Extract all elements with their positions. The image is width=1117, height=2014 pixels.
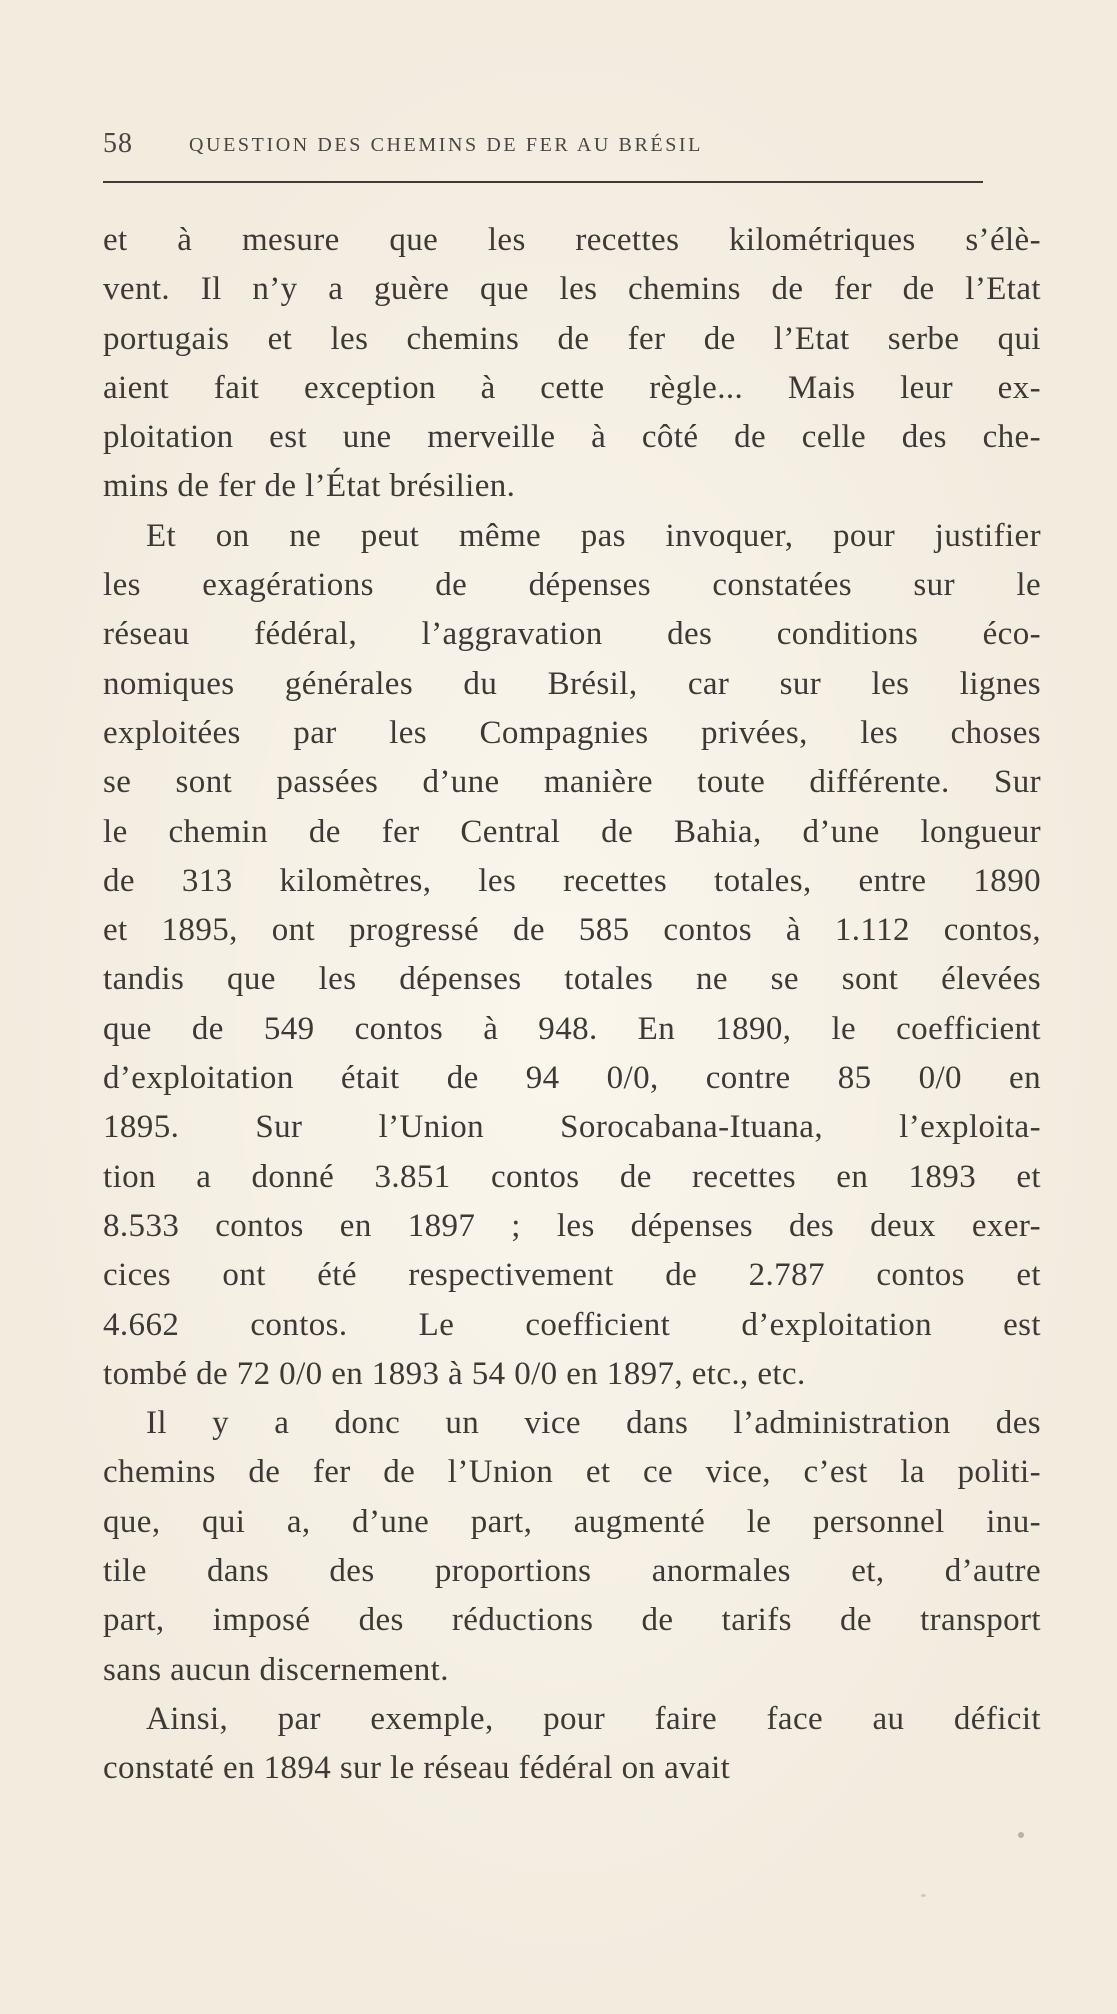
running-head (103, 128, 983, 168)
text-line: Ainsi, par exemple, pour faire face au déficit (146, 1700, 1041, 1737)
paragraph (103, 1399, 1041, 1695)
header-rule (103, 181, 983, 183)
text-line: 1895. Sur l’Union Sorocabana-Ituana, l’exploita- (103, 1109, 1041, 1146)
text-line: part, imposé des réductions de tarifs de transport (103, 1602, 1041, 1639)
paragraph (103, 512, 1041, 1399)
text-line: exploitées par les Compagnies privées, les choses (103, 714, 1041, 751)
text-line: 8.533 contos en 1897 ; les dépenses des deux exer- (103, 1207, 1041, 1244)
text-line: tombé de 72 0/0 en 1893 à 54 0/0 en 1897, etc., etc. (103, 1355, 806, 1392)
running-title: QUESTION DES CHEMINS DE FER AU BRÉSIL (189, 134, 704, 156)
text-line: 4.662 contos. Le coefficient d’exploitation est (103, 1306, 1041, 1343)
text-line: d’exploitation était de 94 0/0, contre 85 0/0 en (103, 1060, 1041, 1097)
paragraph (103, 1695, 1041, 1794)
paper-speck (921, 1894, 926, 1897)
text-line: réseau fédéral, l’aggravation des conditions éco- (103, 616, 1041, 653)
text-line: chemins de fer de l’Union et ce vice, c’est la politi- (103, 1454, 1041, 1491)
paper-speck (1018, 1832, 1024, 1838)
text-line: que, qui a, d’une part, augmenté le personnel inu- (103, 1503, 1041, 1540)
text-line: Il y a donc un vice dans l’administration des (146, 1405, 1041, 1442)
text-line: nomiques générales du Brésil, car sur les lignes (103, 665, 1041, 702)
text-line: ploitation est une merveille à côté de celle des che- (103, 419, 1041, 456)
text-line: Et on ne peut même pas invoquer, pour justifier (146, 517, 1041, 554)
text-line: tion a donné 3.851 contos de recettes en 1893 et (103, 1158, 1041, 1195)
text-line: aient fait exception à cette règle... Mais leur ex- (103, 369, 1041, 406)
paragraph (103, 216, 1041, 512)
text-line: tile dans des proportions anormales et, d’autre (103, 1553, 1041, 1590)
text-line: et 1895, ont progressé de 585 contos à 1.112 contos, (103, 912, 1041, 949)
text-line: mins de fer de l’État brésilien. (103, 468, 516, 505)
page-number: 58 (103, 128, 133, 159)
text-line: le chemin de fer Central de Bahia, d’une longueur (103, 813, 1041, 850)
text-line: tandis que les dépenses totales ne se sont élevées (103, 961, 1041, 998)
body-text (103, 216, 1041, 1794)
text-line: portugais et les chemins de fer de l’Etat serbe qui (103, 320, 1041, 357)
text-line: vent. Il n’y a guère que les chemins de fer de l’Etat (103, 271, 1041, 308)
text-line: cices ont été respectivement de 2.787 contos et (103, 1257, 1041, 1294)
text-line: constaté en 1894 sur le réseau fédéral on avait (103, 1750, 731, 1787)
text-line: les exagérations de dépenses constatées sur le (103, 567, 1041, 604)
text-line: de 313 kilomètres, les recettes totales, entre 1890 (103, 862, 1041, 899)
text-line: et à mesure que les recettes kilométriques s’élè- (103, 222, 1041, 258)
text-line: que de 549 contos à 948. En 1890, le coefficient (103, 1010, 1041, 1047)
text-line: se sont passées d’une manière toute différente. Sur (103, 764, 1041, 801)
text-line: sans aucun discernement. (103, 1651, 449, 1688)
